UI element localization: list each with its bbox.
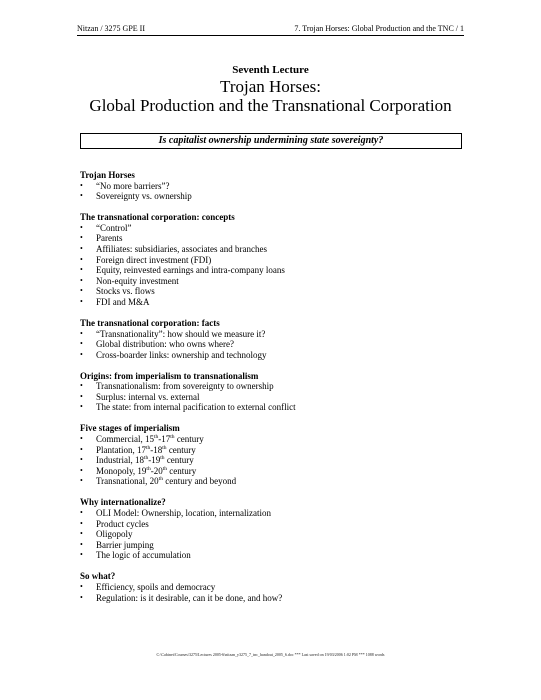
bullet-icon: •: [80, 434, 83, 444]
list-item: [80, 434, 480, 445]
text-run: -19: [148, 455, 161, 466]
list-item-text: The state: from internal pacification to external conflict: [96, 402, 296, 413]
bullet-icon: •: [80, 381, 83, 391]
bullet-icon: •: [80, 402, 83, 412]
section-title: Why internationalize?: [80, 497, 166, 508]
list-item: [80, 455, 480, 466]
list-item: [80, 466, 480, 477]
list-item-text: Equity, reinvested earnings and intra-company loans: [96, 265, 285, 276]
list-item: [80, 519, 480, 530]
bullet-icon: •: [80, 349, 83, 359]
bullet-icon: •: [80, 222, 83, 232]
bullet-icon: •: [80, 465, 83, 475]
bullet-icon: •: [80, 286, 83, 296]
list-item-text: Global distribution: who owns where?: [96, 339, 234, 350]
bullet-icon: •: [80, 275, 83, 285]
header-left: Nitzan / 3275 GPE II: [77, 24, 145, 33]
text-run: Industrial, 18: [96, 455, 144, 466]
bullet-icon: •: [80, 191, 83, 201]
bullet-icon: •: [80, 444, 83, 454]
list-item: [80, 244, 480, 255]
list-item: [80, 476, 480, 487]
page-footer: C:\Cabinet\Courses\3275\Lectures 2005-6\nitzan_y3275_7_tnc_handout_2005_6.doc *** Last saved on 19/03/2006 1:02 PM *** 1088 words: [156, 652, 385, 657]
list-item-text: Sovereignty vs. ownership: [96, 191, 192, 202]
section: [80, 571, 480, 603]
list-item-text: [96, 455, 194, 465]
bullet-icon: •: [80, 550, 83, 560]
bullet-icon: •: [80, 243, 83, 253]
title-line-2: Global Production and the Transnational Corporation: [89, 96, 452, 115]
list-item-text: “Transnationality”: how should we measure it?: [96, 328, 266, 339]
bullet-icon: •: [80, 296, 83, 306]
text-run: Plantation, 17: [96, 444, 146, 455]
list-item-text: Cross-boarder links: ownership and technology: [96, 349, 267, 360]
section-title: So what?: [80, 571, 116, 582]
text-run: century: [164, 455, 194, 466]
lecture-label: Seventh Lecture: [232, 64, 309, 76]
bullet-icon: •: [80, 339, 83, 349]
list-item: [80, 329, 480, 340]
list-item-text: Product cycles: [96, 518, 149, 529]
page-header: [77, 24, 464, 36]
list-item: [80, 508, 480, 519]
list-item-text: Foreign direct investment (FDI): [96, 254, 212, 265]
list-item-text: Barrier jumping: [96, 539, 154, 550]
list-item-text: Transnationalism: from sovereignty to ownership: [96, 381, 274, 392]
list-item: [80, 276, 480, 287]
bullet-icon: •: [80, 518, 83, 528]
list-item-text: [96, 466, 196, 476]
list-item: [80, 445, 480, 456]
list-item: [80, 593, 480, 604]
section: [80, 170, 480, 202]
bullet-icon: •: [80, 507, 83, 517]
text-run: Transnational, 20: [96, 476, 159, 487]
bullet-icon: •: [80, 328, 83, 338]
list-item-text: Affiliates: subsidiaries, associates and branches: [96, 243, 268, 254]
section-title: The transnational corporation: concepts: [80, 212, 235, 223]
question-box: Is capitalist ownership undermining state sovereignty?: [80, 133, 462, 149]
list-item-text: Efficiency, spoils and democracy: [96, 581, 216, 592]
list-item: [80, 286, 480, 297]
text-run: century: [166, 444, 196, 455]
text-run: century: [166, 465, 197, 476]
list-item: [80, 381, 480, 392]
bullet-icon: •: [80, 233, 83, 243]
ordinal-suffix: th: [144, 455, 149, 462]
text-run: -18: [150, 444, 163, 455]
bullet-icon: •: [80, 539, 83, 549]
section-title: Origins: from imperialism to transnationalism: [80, 370, 259, 381]
bullet-icon: •: [80, 180, 83, 190]
list-item: [80, 550, 480, 561]
list-item-text: Surplus: internal vs. external: [96, 391, 200, 402]
list-item: [80, 265, 480, 276]
text-run: Commercial, 15: [96, 434, 154, 445]
header-right: 7. Trojan Horses: Global Production and the TNC / 1: [294, 24, 464, 33]
section-title: Trojan Horses: [80, 170, 135, 180]
list-item-text: Stocks vs. flows: [96, 286, 155, 297]
list-item: [80, 191, 480, 202]
list-item: [80, 223, 480, 234]
section: [80, 212, 480, 307]
list-item-text: Parents: [96, 233, 123, 244]
list-item-text: The logic of accumulation: [96, 550, 191, 561]
list-item: [80, 350, 480, 361]
list-item: [80, 529, 480, 540]
list-item-text: “Control”: [96, 222, 132, 233]
bullet-icon: •: [80, 254, 83, 264]
bullet-icon: •: [80, 455, 83, 465]
list-item: [80, 540, 480, 551]
text-run: Monopoly, 19: [96, 465, 147, 476]
ordinal-suffix: th: [162, 465, 167, 472]
list-item: [80, 392, 480, 403]
list-item: [80, 402, 480, 413]
text-run: -17: [158, 434, 171, 445]
bullet-icon: •: [80, 265, 83, 275]
ordinal-suffix: th: [170, 434, 175, 441]
text-run: century: [174, 434, 204, 445]
list-item-text: OLI Model: Ownership, location, internalization: [96, 507, 271, 518]
list-item-text: [96, 476, 236, 486]
list-item-text: [96, 445, 196, 455]
list-item-text: Regulation: is it desirable, can it be done, and how?: [96, 592, 283, 603]
section: [80, 371, 480, 413]
list-item-text: “No more barriers”?: [96, 180, 170, 191]
title-line-1: Trojan Horses:: [220, 77, 321, 96]
list-item: [80, 297, 480, 308]
ordinal-suffix: th: [146, 444, 151, 451]
list-item-text: [96, 434, 204, 444]
section: [80, 497, 480, 561]
section: [80, 423, 480, 487]
list-item: [80, 233, 480, 244]
list-item: [80, 339, 480, 350]
list-item-text: FDI and M&A: [96, 296, 150, 307]
section-title: The transnational corporation: facts: [80, 317, 220, 328]
list-item: [80, 582, 480, 593]
outline-content: [80, 170, 480, 614]
bullet-icon: •: [80, 391, 83, 401]
ordinal-suffix: th: [146, 465, 151, 472]
ordinal-suffix: th: [158, 476, 163, 483]
text-run: -20: [150, 465, 163, 476]
list-item: [80, 255, 480, 266]
text-run: century and beyond: [162, 476, 237, 487]
bullet-icon: •: [80, 592, 83, 602]
section-title: Five stages of imperialism: [80, 423, 180, 434]
bullet-icon: •: [80, 581, 83, 591]
list-item-text: Non-equity investment: [96, 275, 179, 286]
ordinal-suffix: th: [162, 444, 167, 451]
section: [80, 318, 480, 360]
ordinal-suffix: th: [160, 455, 165, 462]
list-item: [80, 181, 480, 192]
bullet-icon: •: [80, 529, 83, 539]
bullet-icon: •: [80, 476, 83, 486]
list-item-text: Oligopoly: [96, 529, 133, 540]
ordinal-suffix: th: [154, 434, 159, 441]
